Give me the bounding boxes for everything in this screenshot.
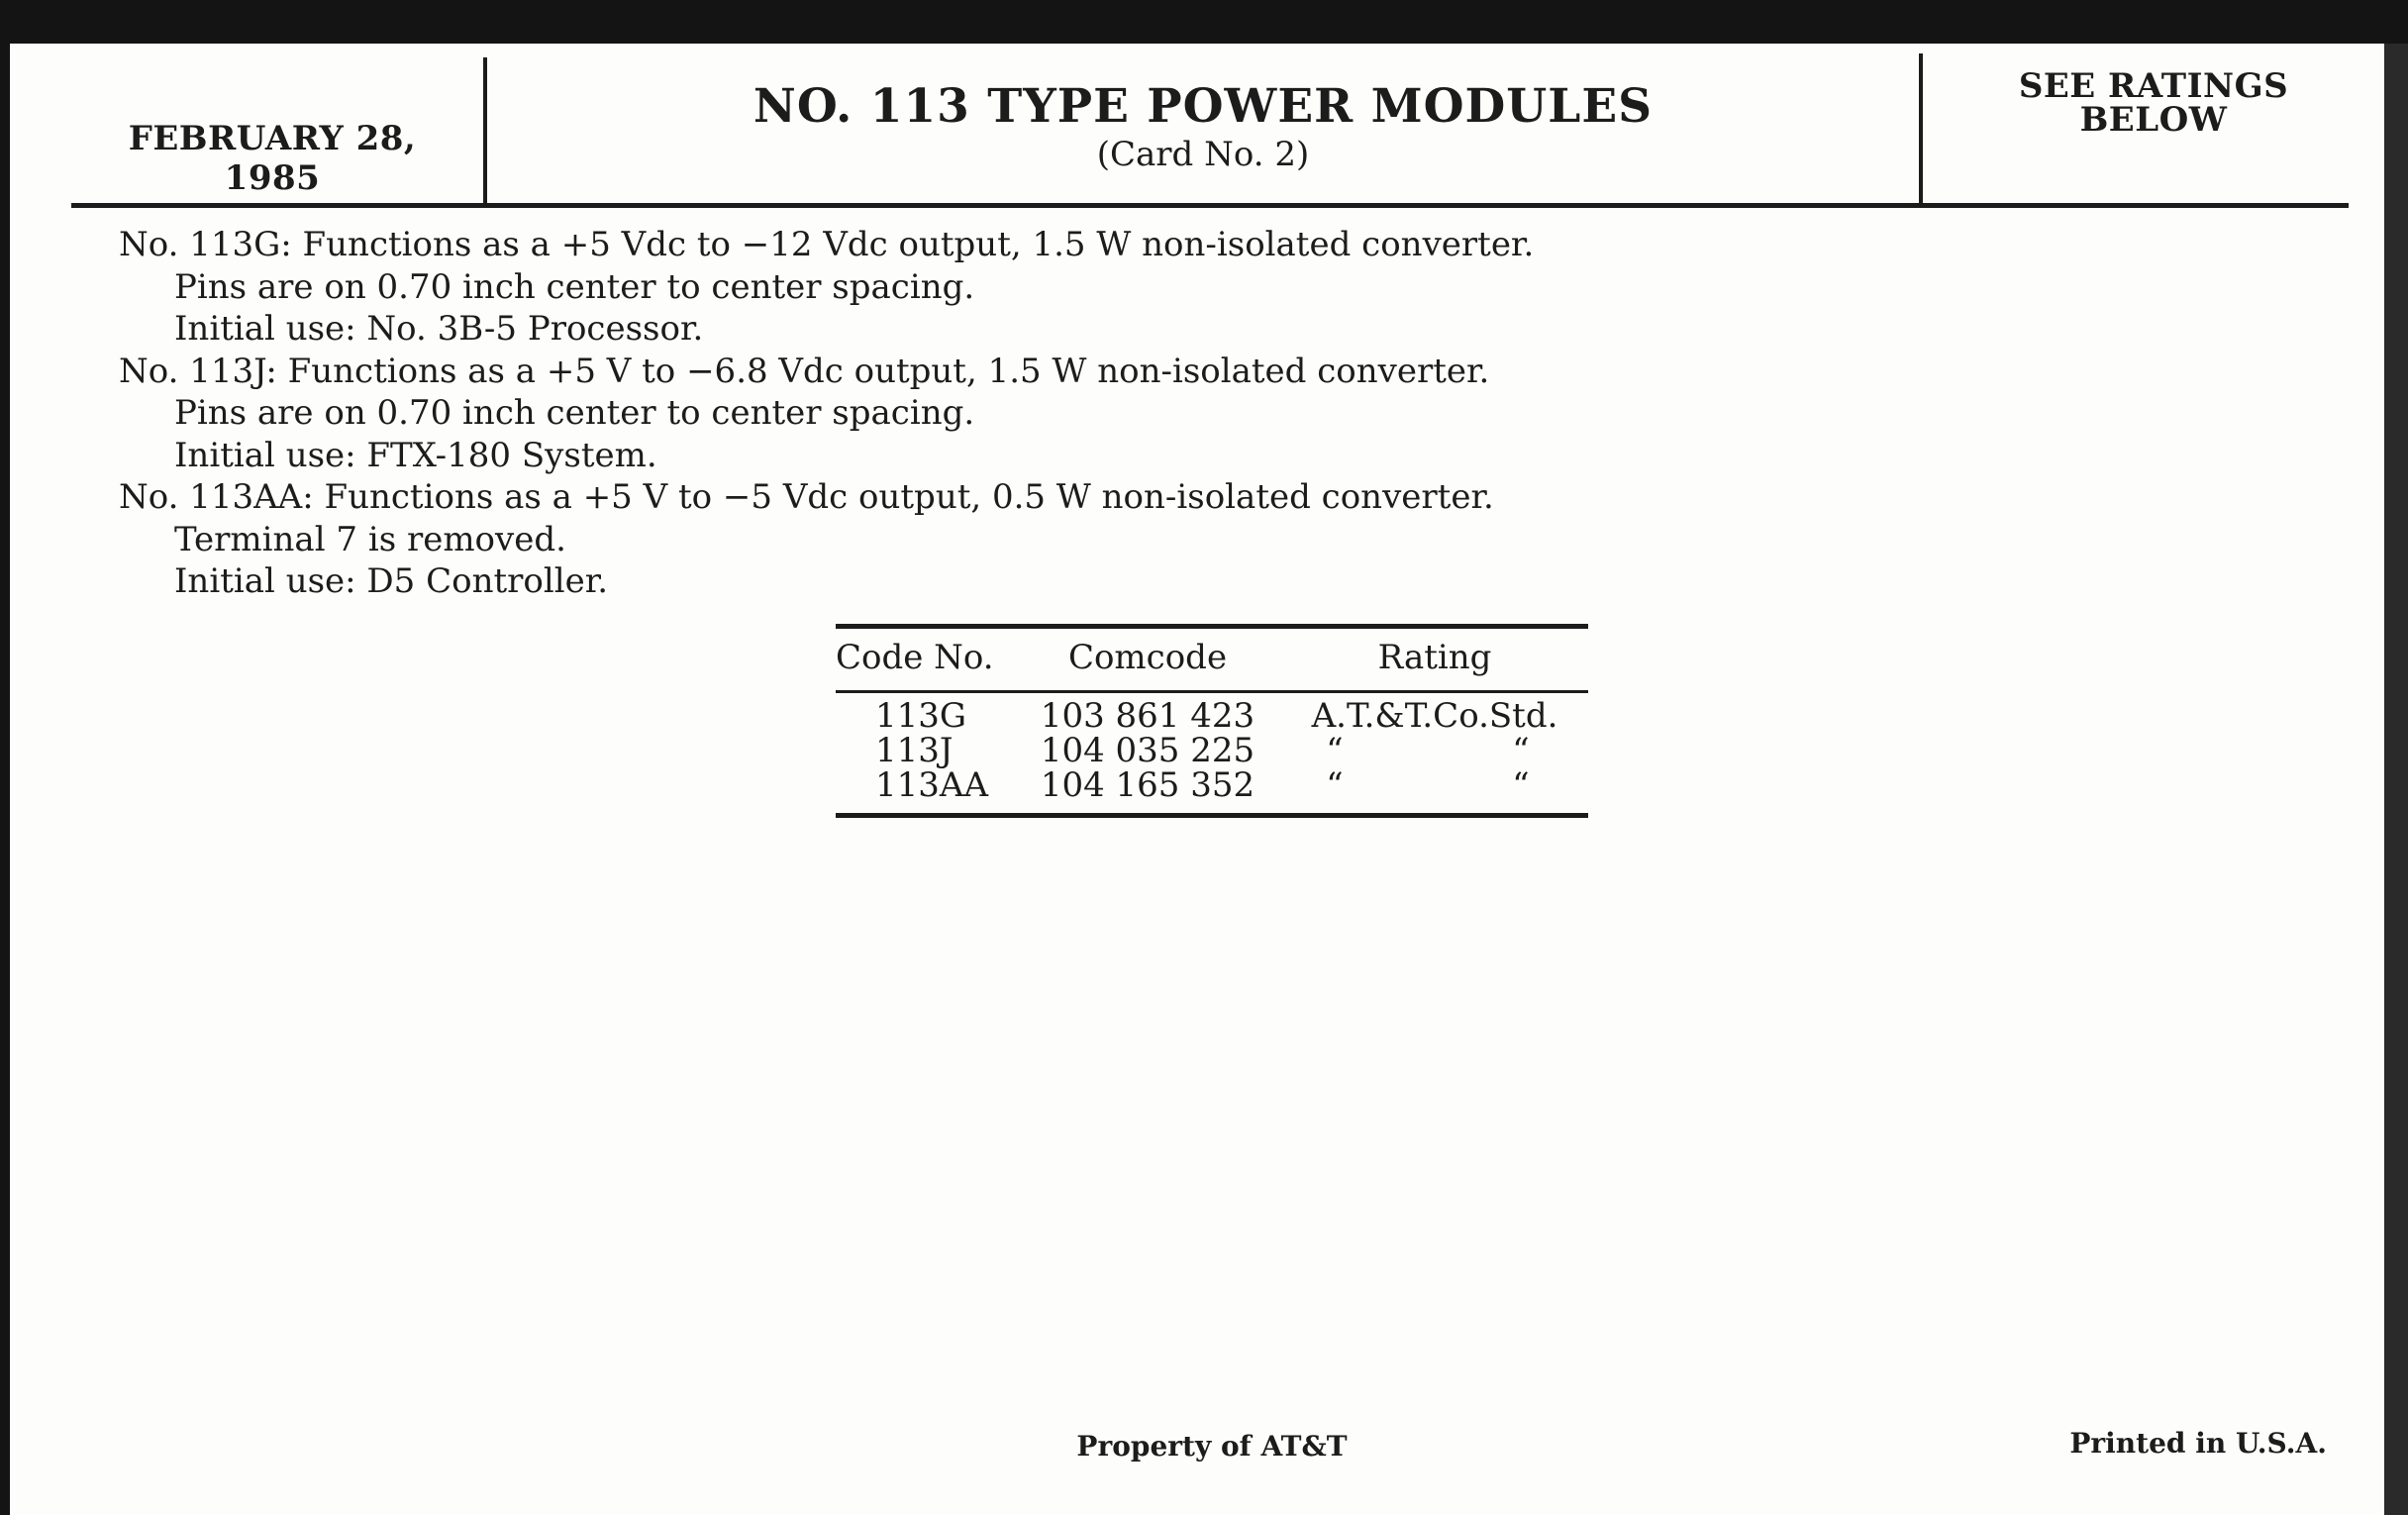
description-line: Initial use: D5 Controller.	[174, 561, 609, 601]
table-row	[836, 765, 1588, 805]
description-line: No. 113J: Functions as a +5 V to −6.8 Vdc output, 1.5 W non-isolated converter.	[119, 351, 1490, 391]
ditto-mark: “	[1512, 731, 1530, 770]
table-header-row	[836, 633, 1588, 682]
header-rule	[71, 203, 2349, 208]
description-113g	[119, 224, 1534, 351]
ditto-mark: “	[1326, 731, 1344, 770]
ditto-mark: “	[1512, 765, 1530, 805]
description-line: Terminal 7 is removed.	[174, 519, 566, 559]
ratings-note-line-2: BELOW	[2079, 100, 2228, 140]
cell-comcode: 103 861 423	[1040, 696, 1255, 736]
column-header-comcode: Comcode	[1067, 638, 1228, 677]
description-line: Pins are on 0.70 inch center to center spacing.	[174, 266, 975, 307]
card-title: NO. 113 TYPE POWER MODULES	[752, 79, 1654, 134]
description-line: Pins are on 0.70 inch center to center spacing.	[174, 393, 975, 433]
ratings-note	[1923, 66, 2384, 140]
specification-card	[10, 44, 2384, 1515]
scan-edge	[2384, 44, 2408, 1515]
cell-code: 113AA	[875, 765, 989, 805]
card-date: FEBRUARY 28, 1985	[128, 119, 417, 198]
cell-rating: A.T.&T.Co.Std.	[1311, 696, 1558, 736]
description-113j	[119, 351, 1534, 477]
cell-comcode: 104 165 352	[1040, 765, 1255, 805]
table-body	[836, 696, 1588, 805]
module-descriptions	[119, 224, 1534, 603]
description-line: No. 113G: Functions as a +5 Vdc to −12 Vdc output, 1.5 W non-isolated converter.	[119, 225, 1535, 264]
column-header-rating: Rating	[1377, 638, 1492, 677]
cell-code: 113J	[875, 731, 953, 770]
printed-notice: Printed in U.S.A.	[2069, 1427, 2327, 1460]
description-line: Initial use: No. 3B-5 Processor.	[174, 309, 704, 349]
description-line: Initial use: FTX-180 System.	[174, 435, 657, 475]
code-table	[836, 624, 1588, 818]
description-line: No. 113AA: Functions as a +5 V to −5 Vdc output, 0.5 W non-isolated converter.	[119, 477, 1494, 517]
table-rule-header	[836, 690, 1588, 693]
table-row	[836, 731, 1588, 770]
cell-rating	[1281, 765, 1588, 805]
ratings-note-line-1: SEE RATINGS	[2018, 66, 2289, 106]
cell-comcode: 104 035 225	[1040, 731, 1255, 770]
table-rule-top	[836, 624, 1588, 629]
card-subtitle: (Card No. 2)	[1096, 135, 1310, 174]
property-notice: Property of AT&T	[1076, 1430, 1348, 1463]
cell-rating	[1281, 731, 1588, 770]
description-113aa	[119, 476, 1534, 603]
table-rule-bottom	[836, 813, 1588, 818]
ditto-mark: “	[1326, 765, 1344, 805]
table-row	[836, 696, 1588, 736]
column-header-code: Code No.	[836, 638, 994, 677]
cell-code: 113G	[875, 696, 967, 736]
